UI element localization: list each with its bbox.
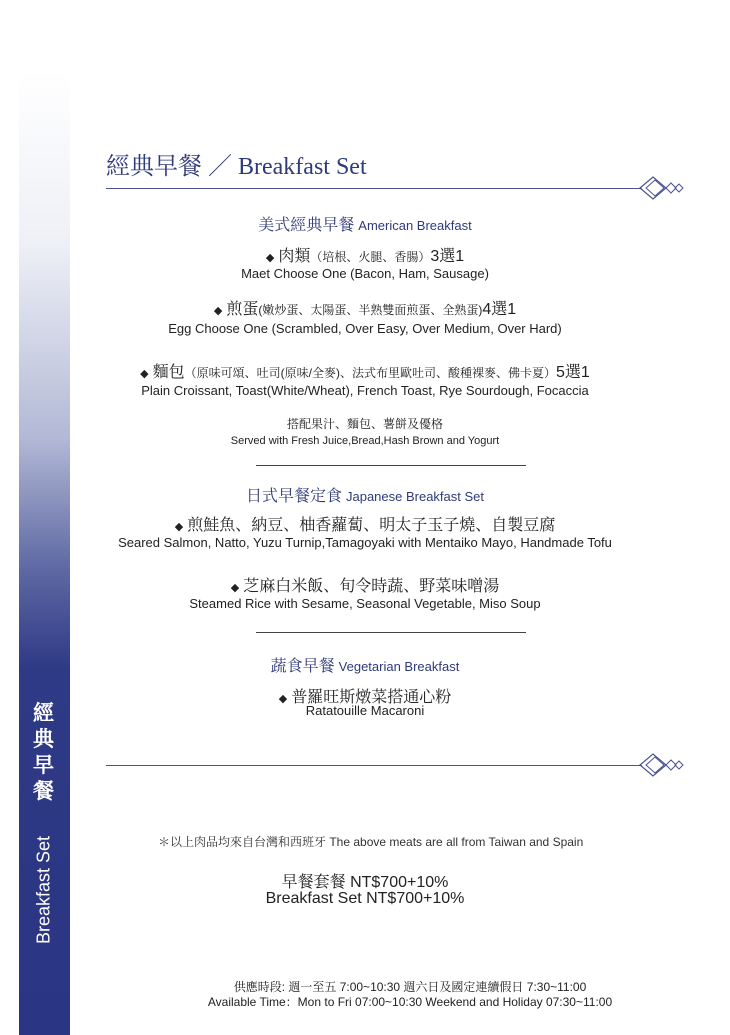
diamond-ornament-icon xyxy=(638,175,686,201)
menu-item-bread-en: Plain Croissant, Toast(White/Wheat), French Toast, Rye Sourdough, Focaccia xyxy=(141,383,589,398)
menu-item-egg: ◆ 煎蛋(嫩炒蛋、太陽蛋、半熟雙面煎蛋、全熟蛋)4選1 xyxy=(213,301,517,318)
bottom-rule xyxy=(106,765,642,766)
service-hours-zh: 供應時段: 週一至五 7:00~10:30 週六日及國定連續假日 7:30~11:00 xyxy=(233,980,587,994)
diamond-ornament-icon xyxy=(638,752,686,778)
section-heading-american: 美式經典早餐 American Breakfast xyxy=(258,217,472,234)
menu-item-vegetarian: ◆ 普羅旺斯燉菜搭通心粉 xyxy=(278,689,452,706)
section-heading-vegetarian: 蔬食早餐 Vegetarian Breakfast xyxy=(270,658,460,675)
price-en: Breakfast Set NT$700+10% xyxy=(265,890,465,907)
section-divider xyxy=(256,632,526,633)
menu-item-japanese-side: ◆ 芝麻白米飯、旬令時蔬、野菜味噌湯 xyxy=(230,578,500,595)
menu-item-meat-en: Maet Choose One (Bacon, Ham, Sausage) xyxy=(241,266,489,281)
menu-item-japanese-main: ◆ 煎鮭魚、納豆、柚香蘿蔔、明太子玉子燒、自製豆腐 xyxy=(174,517,556,534)
service-hours-en: Available Time：Mon to Fri 07:00~10:30 Weekend and Holiday 07:30~11:00 xyxy=(207,995,613,1009)
side-title-zh: 經 典 早 餐 xyxy=(33,701,55,803)
menu-item-meat: ◆ 肉類（培根、火腿、香腸）3選1 xyxy=(265,248,465,265)
menu-item-vegetarian-en: Ratatouille Macaroni xyxy=(305,703,425,718)
menu-item-japanese-side-en: Steamed Rice with Sesame, Seasonal Vegetable, Miso Soup xyxy=(189,596,541,611)
menu-item-japanese-main-en: Seared Salmon, Natto, Yuzu Turnip,Tamagoyaki with Mentaiko Mayo, Handmade Tofu xyxy=(118,535,612,550)
side-title-en: Breakfast Set xyxy=(33,835,54,945)
section-divider xyxy=(256,465,526,466)
menu-item-egg-en: Egg Choose One (Scrambled, Over Easy, Over Medium, Over Hard) xyxy=(168,321,562,336)
served-with-en: Served with Fresh Juice,Bread,Hash Brown and Yogurt xyxy=(230,435,500,447)
page-title: 經典早餐 ／ Breakfast Set xyxy=(106,154,367,180)
top-rule xyxy=(106,188,642,189)
menu-item-bread: ◆ 麵包（原味可頌、吐司(原味/全麥)、法式布里歐吐司、酸種裸麥、佛卡夏）5選1 xyxy=(140,364,590,381)
price-zh: 早餐套餐 NT$700+10% xyxy=(281,874,449,891)
meat-origin-note: ＊以上肉品均來自台灣和西班牙 The above meats are all from Taiwan and Spain xyxy=(158,835,584,849)
served-with-zh: 搭配果汁、麵包、薯餅及優格 xyxy=(286,417,443,431)
section-heading-japanese: 日式早餐定食 Japanese Breakfast Set xyxy=(245,488,485,505)
